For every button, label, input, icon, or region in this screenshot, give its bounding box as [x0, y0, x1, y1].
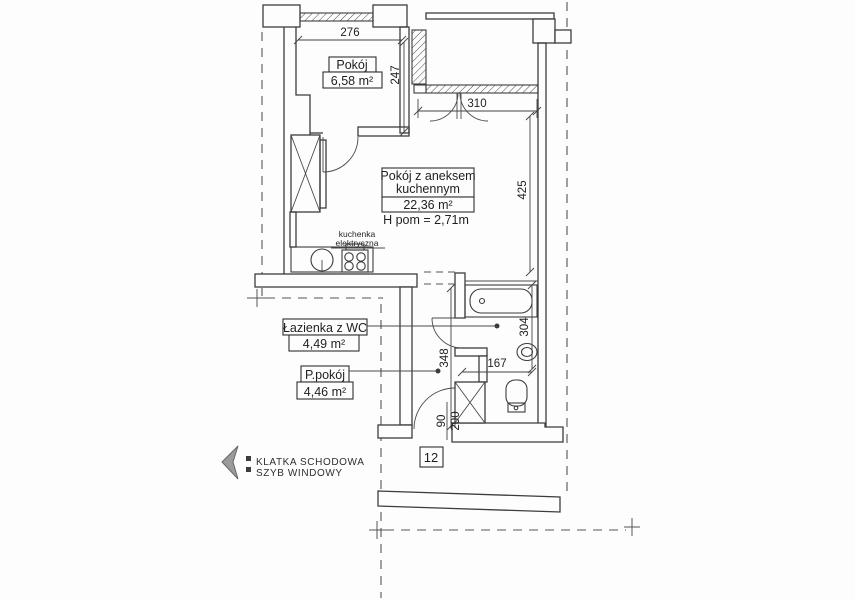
- wall-balcony-top: [426, 13, 554, 19]
- label-lazienka: [283, 319, 500, 351]
- window-pokoj: [300, 13, 373, 21]
- kitchen-sink-icon: [311, 249, 333, 272]
- dim-label-425: 425: [517, 180, 529, 200]
- leader-dot: [495, 324, 500, 329]
- apartment-number: [420, 447, 443, 467]
- dim-label-200: 200: [450, 411, 462, 431]
- wall-hall-left: [400, 287, 412, 425]
- pokoj-area: 6,58 m²: [330, 74, 374, 88]
- wall-bottom-left-stub: [378, 425, 412, 438]
- window-balcony: [426, 85, 538, 93]
- legend: [222, 446, 364, 479]
- door-bathroom: [432, 318, 462, 348]
- dim-label-276: 276: [340, 27, 360, 39]
- balcony-slab-below: [378, 491, 560, 512]
- dim-label-304: 304: [519, 317, 531, 337]
- door-pokoj: [323, 137, 358, 172]
- door-entry: [414, 388, 455, 429]
- label-main-room: [380, 168, 475, 227]
- label-pokoj: [323, 57, 382, 88]
- dim-label-310: 310: [467, 98, 487, 110]
- label-kuchenka: [331, 229, 385, 248]
- legend-bullet-icon: [246, 456, 251, 461]
- bathtub-icon: [465, 285, 537, 317]
- apartment-number-text: 12: [423, 450, 439, 465]
- wall-below-shaft: [290, 212, 296, 247]
- kuchenka-line2: elektryczna: [335, 238, 379, 248]
- dim-label-90: 90: [436, 414, 448, 428]
- ppokoj-area: 4,46 m²: [303, 385, 347, 399]
- washbasin-icon: [517, 344, 537, 361]
- ppokoj-name: P.pokój: [304, 368, 346, 382]
- lazienka-name: Łazienka z WC: [282, 321, 368, 335]
- wall-bath-mid: [455, 348, 487, 356]
- toilet-icon: [506, 380, 527, 412]
- dim-label-348: 348: [439, 348, 451, 368]
- wall-corner-notch: [555, 30, 571, 43]
- dim-label-167: 167: [487, 358, 507, 370]
- kitchen-counter: [291, 247, 373, 272]
- wall-corner-block: [533, 19, 555, 43]
- main-area: 22,36 m²: [403, 198, 453, 212]
- main-height-note: H pom = 2,71m: [383, 213, 469, 227]
- legend-item-staircase: KLATKA SCHODOWA: [256, 457, 365, 468]
- pokoj-name: Pokój: [336, 58, 368, 72]
- kuchenka-line1: kuchenka: [338, 229, 376, 239]
- label-ppokoj: [297, 366, 441, 399]
- legend-bullet-icon: [246, 467, 251, 472]
- wall-left-inner-jog: [296, 27, 310, 137]
- dim-247: [400, 38, 408, 136]
- dim-label-247: 247: [390, 65, 402, 85]
- wall-pier-top-right: [373, 5, 407, 27]
- wall-kitchen-bottom: [255, 274, 417, 287]
- main-name-2: kuchennym: [396, 182, 460, 196]
- wall-bath-lower: [479, 356, 487, 382]
- legend-item-elevator: SZYB WINDOWY: [256, 468, 343, 479]
- leader-dot: [436, 369, 441, 374]
- wall-right-outer: [538, 43, 546, 427]
- shaft-left: [291, 135, 326, 212]
- window-post: [414, 85, 426, 93]
- wall-bath-left-upper: [455, 273, 465, 318]
- wall-hatched-pier: [412, 30, 426, 84]
- wall-pier-top-left: [263, 5, 300, 27]
- main-name-1: Pokój z aneksem: [380, 169, 476, 183]
- direction-arrow-icon: [222, 446, 238, 479]
- lazienka-area: 4,49 m²: [302, 337, 346, 351]
